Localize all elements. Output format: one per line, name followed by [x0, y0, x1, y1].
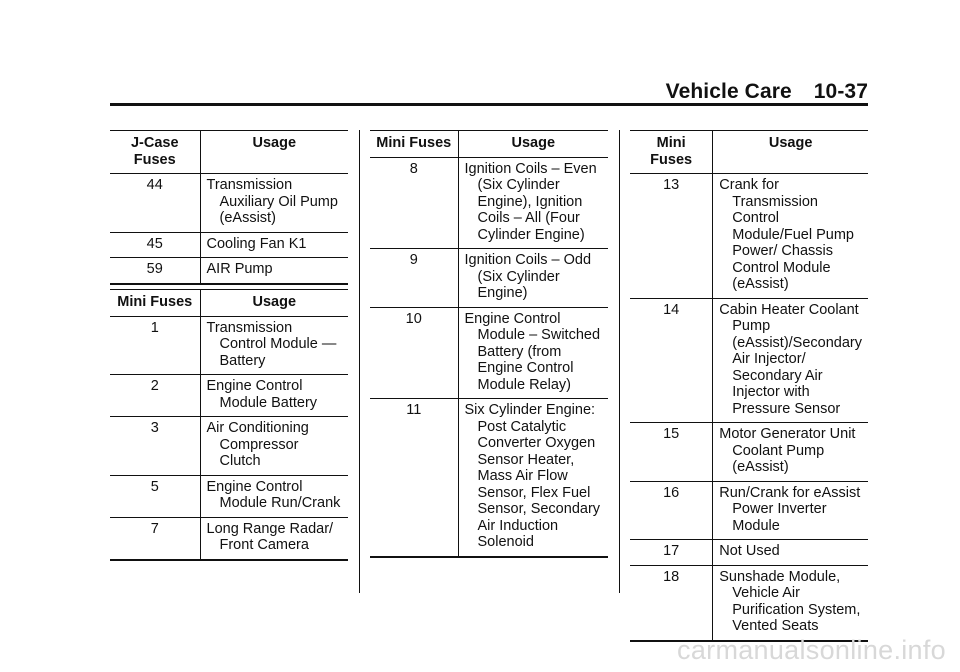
header-fuse: J-Case Fuses — [110, 131, 200, 174]
table-row — [630, 423, 868, 482]
fuse-usage: Air Conditioning Compressor Clutch — [206, 420, 309, 469]
table-row — [630, 481, 868, 540]
mini-fuses-table-2 — [370, 130, 608, 558]
fuse-usage: Cooling Fan K1 — [206, 235, 307, 252]
jcase-fuses-table — [110, 130, 348, 285]
fuse-usage: Transmission Control Module — Battery — [206, 319, 337, 369]
page-header — [666, 80, 868, 104]
fuse-usage: Engine Control Module Run/Crank — [206, 478, 341, 511]
header-usage: Usage — [713, 131, 868, 174]
fuse-usage: Run/Crank for eAssist Power Inverter Module — [719, 484, 861, 534]
table-row — [630, 565, 868, 641]
table-row — [110, 174, 348, 233]
table-row — [370, 399, 608, 557]
table-row — [370, 307, 608, 399]
header-usage: Usage — [200, 131, 348, 174]
fuse-usage: Engine Control Module – Switched Battery (from Engine Control Module Relay) — [464, 310, 601, 393]
table-row — [110, 316, 348, 375]
table-row — [110, 517, 348, 560]
page-number: 10-37 — [813, 80, 868, 103]
fuse-usage: Sunshade Module, Vehicle Air Purification System, Vented Seats — [719, 568, 861, 634]
fuse-number: 14 — [630, 298, 713, 423]
fuse-number: 2 — [110, 375, 200, 417]
header-usage: Usage — [200, 290, 348, 317]
fuse-usage: Crank for Transmission Control Module/Fuel Pump Power/ Chassis Control Module (eAssist) — [719, 177, 854, 292]
fuse-number: 3 — [110, 417, 200, 476]
column-separator — [619, 130, 620, 593]
fuse-number: 59 — [110, 258, 200, 284]
watermark: carmanualsonline.info — [677, 635, 946, 665]
header-fuse: Mini Fuses — [110, 290, 200, 317]
fuse-number: 8 — [370, 157, 458, 249]
fuse-usage: Engine Control Module Battery — [206, 378, 318, 411]
fuse-usage: AIR Pump — [206, 261, 273, 277]
fuse-number: 9 — [370, 249, 458, 308]
fuse-number: 45 — [110, 232, 200, 258]
fuse-number: 1 — [110, 316, 200, 375]
table-row — [630, 540, 868, 566]
fuse-usage: Ignition Coils – Odd (Six Cylinder Engine) — [464, 252, 592, 301]
fuse-usage: Cabin Heater Coolant Pump (eAssist)/Secondary Air Injector/ Secondary Air Injector with Pressure Sensor — [719, 301, 863, 417]
table-row — [630, 298, 868, 423]
header-rule — [110, 103, 868, 106]
table-row — [110, 417, 348, 476]
fuse-number: 11 — [370, 399, 458, 557]
table-row — [370, 249, 608, 308]
fuse-usage: Not Used — [719, 543, 780, 559]
fuse-usage: Six Cylinder Engine: Post Catalytic Converter Oxygen Sensor Heater, Mass Air Flow Sensor, Flex Fuel Sensor, Secondary Air Induction Solenoid — [464, 402, 601, 550]
column-separator — [359, 130, 360, 593]
fuse-number: 17 — [630, 540, 713, 566]
table-row — [110, 375, 348, 417]
fuse-usage: Long Range Radar/ Front Camera — [206, 520, 334, 553]
fuse-number: 16 — [630, 481, 713, 540]
table-row — [110, 258, 348, 284]
fuse-number: 15 — [630, 423, 713, 482]
fuse-number: 7 — [110, 517, 200, 560]
fuse-usage: Motor Generator Unit Coolant Pump (eAssist) — [719, 426, 856, 475]
header-fuse: Mini Fuses — [370, 131, 458, 158]
table-row — [110, 475, 348, 517]
fuse-number: 13 — [630, 174, 713, 299]
fuse-number: 5 — [110, 475, 200, 517]
header-fuse: Mini Fuses — [630, 131, 713, 174]
fuse-usage: Ignition Coils – Even (Six Cylinder Engine), Ignition Coils – All (Four Cylinder Engine) — [464, 160, 597, 243]
fuse-usage: Transmission Auxiliary Oil Pump (eAssist) — [206, 177, 338, 226]
mini-fuses-table-3 — [630, 130, 868, 642]
table-row — [370, 157, 608, 249]
header-usage: Usage — [458, 131, 608, 158]
section-title: Vehicle Care — [665, 80, 792, 103]
fuse-number: 10 — [370, 307, 458, 399]
table-row — [630, 174, 868, 299]
mini-fuses-table-1 — [110, 289, 348, 561]
table-row — [110, 232, 348, 258]
fuse-number: 18 — [630, 565, 713, 641]
fuse-number: 44 — [110, 174, 200, 233]
